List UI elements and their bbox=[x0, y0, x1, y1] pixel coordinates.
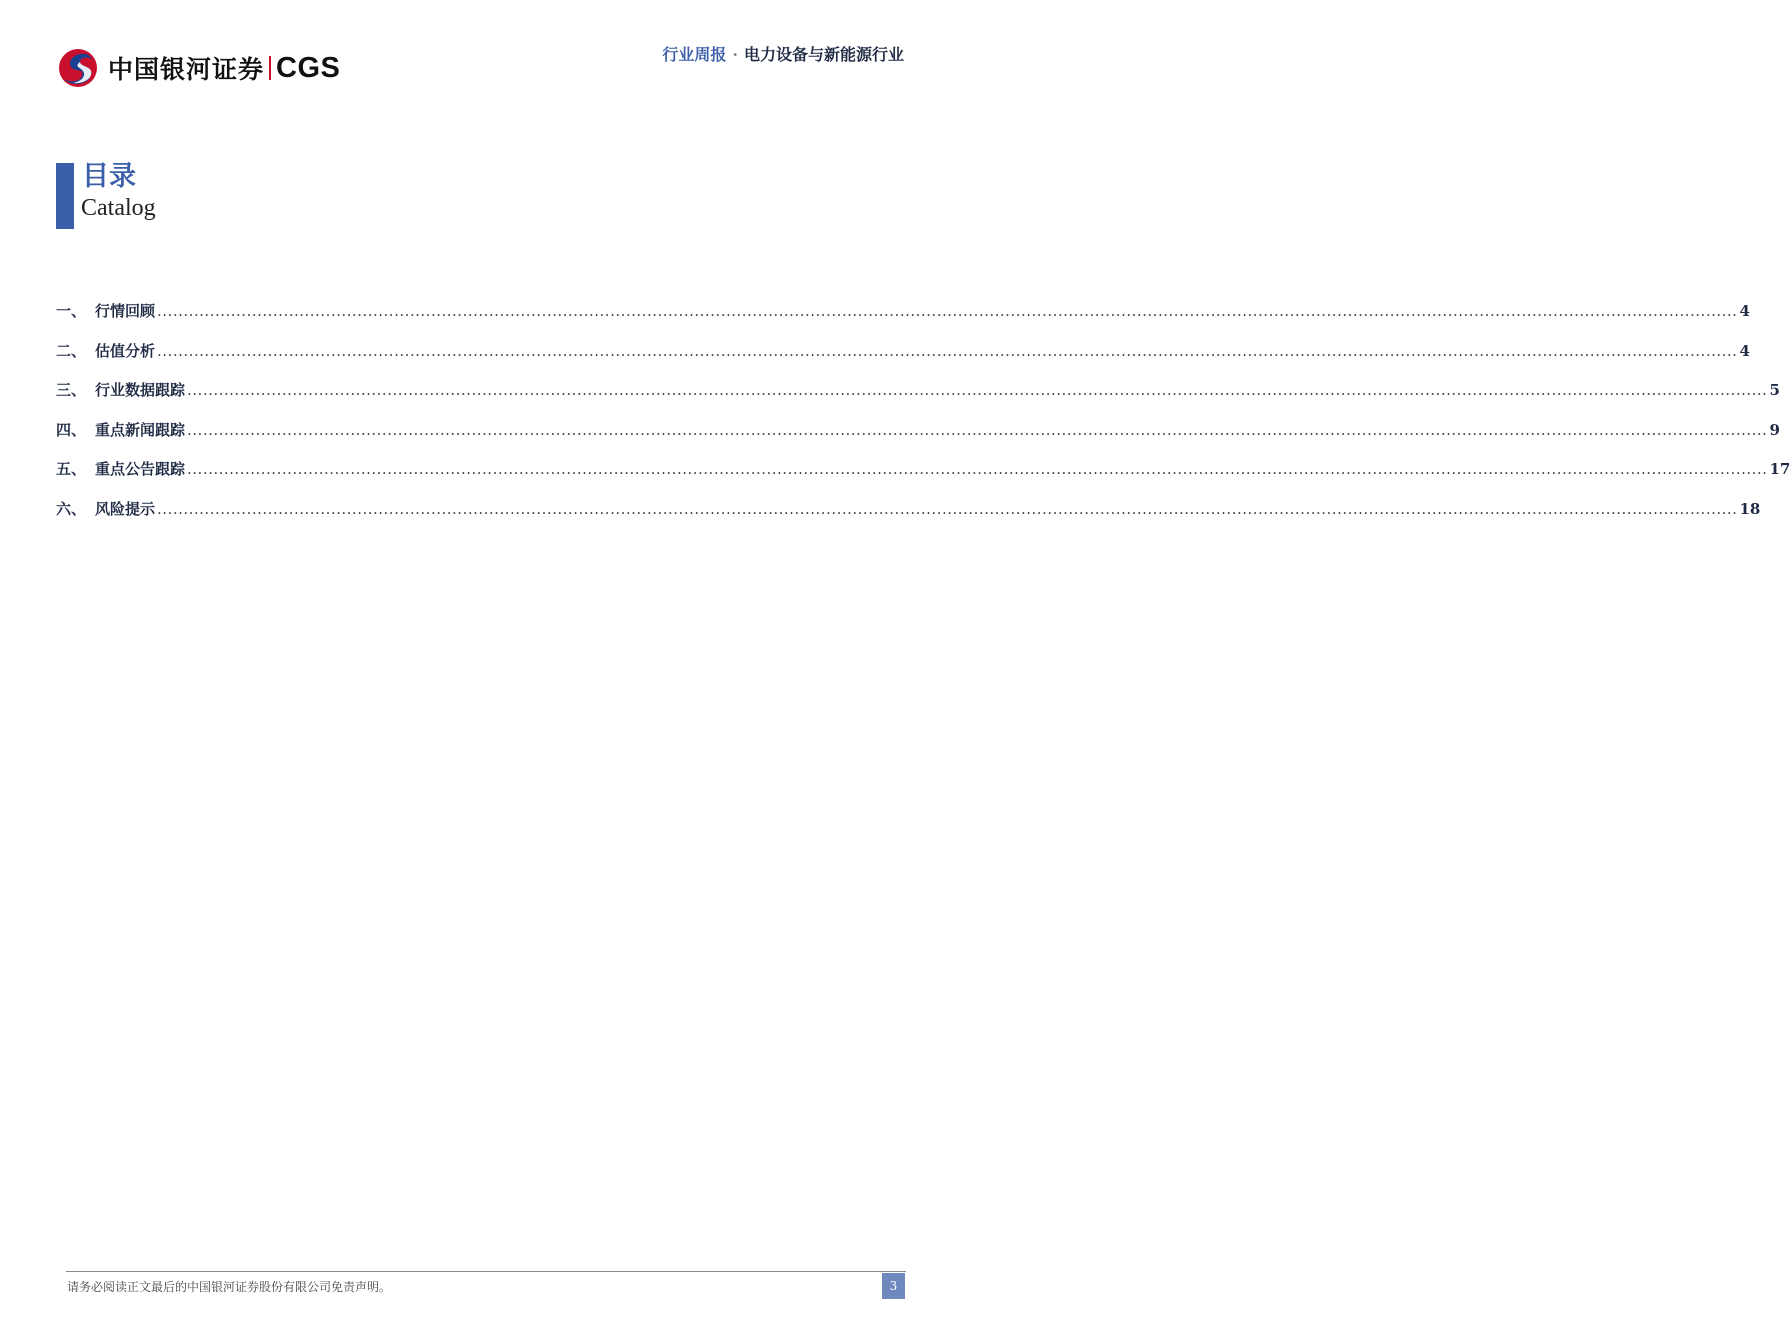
page-number: 3 bbox=[882, 1273, 905, 1299]
toc-item-label: 行情回顾 bbox=[95, 302, 156, 320]
logo-divider bbox=[269, 56, 271, 80]
toc-item-number: 一、 bbox=[56, 302, 87, 320]
footer-disclaimer: 请务必阅读正文最后的中国银河证券股份有限公司免责声明。 bbox=[67, 1280, 392, 1294]
toc-item-label: 估值分析 bbox=[95, 341, 156, 360]
report-type: 行业周报 bbox=[662, 45, 727, 64]
toc-leader-dots: ............................................................................................................................................................................................................................................................................................................ bbox=[157, 341, 1738, 360]
toc-item-page: 4 bbox=[1739, 341, 1750, 360]
toc-item-number: 三、 bbox=[56, 381, 87, 399]
toc-leader-dots: ............................................................................................................................................................................................................................................................................................................ bbox=[157, 499, 1738, 518]
toc-item-label: 行业数据跟踪 bbox=[95, 381, 186, 399]
title-accent-bar bbox=[56, 163, 74, 229]
report-industry: 电力设备与新能源行业 bbox=[743, 45, 904, 64]
toc-item[interactable] bbox=[56, 379, 1780, 419]
toc-item-label: 风险提示 bbox=[95, 499, 156, 518]
table-of-contents bbox=[56, 300, 1790, 537]
toc-item-label: 重点新闻跟踪 bbox=[95, 420, 186, 439]
toc-item[interactable] bbox=[56, 458, 1790, 498]
toc-leader-dots: ............................................................................................................................................................................................................................................................................................................ bbox=[157, 302, 1738, 320]
logo-chinese-name: 中国银河证券 bbox=[108, 55, 265, 84]
toc-item-label: 重点公告跟踪 bbox=[95, 460, 186, 478]
toc-item-number: 二、 bbox=[56, 341, 87, 360]
toc-item-page: 5 bbox=[1769, 381, 1780, 399]
toc-leader-dots: ............................................................................................................................................................................................................................................................................................................ bbox=[187, 381, 1768, 399]
footer-divider bbox=[66, 1271, 906, 1272]
toc-item-page: 17 bbox=[1769, 460, 1790, 478]
toc-item[interactable] bbox=[56, 300, 1750, 340]
toc-item-number: 四、 bbox=[56, 420, 87, 439]
galaxy-logo-icon bbox=[56, 48, 100, 88]
toc-leader-dots: ............................................................................................................................................................................................................................................................................................................ bbox=[187, 460, 1768, 478]
page-title-cn: 目录 bbox=[82, 161, 136, 192]
toc-item[interactable] bbox=[56, 498, 1761, 538]
toc-item-page: 9 bbox=[1769, 420, 1780, 439]
toc-item-page: 4 bbox=[1739, 302, 1750, 320]
page-title-en: Catalog bbox=[81, 195, 156, 221]
toc-item-number: 五、 bbox=[56, 460, 87, 478]
report-header bbox=[662, 42, 904, 65]
toc-item-page: 18 bbox=[1739, 499, 1761, 518]
header-separator: · bbox=[732, 45, 738, 64]
toc-item[interactable] bbox=[56, 340, 1750, 380]
toc-item-number: 六、 bbox=[56, 499, 87, 518]
logo-english-name: CGS bbox=[276, 51, 341, 84]
toc-leader-dots: ............................................................................................................................................................................................................................................................................................................ bbox=[187, 420, 1768, 439]
company-logo bbox=[56, 48, 340, 88]
toc-item[interactable] bbox=[56, 419, 1780, 459]
